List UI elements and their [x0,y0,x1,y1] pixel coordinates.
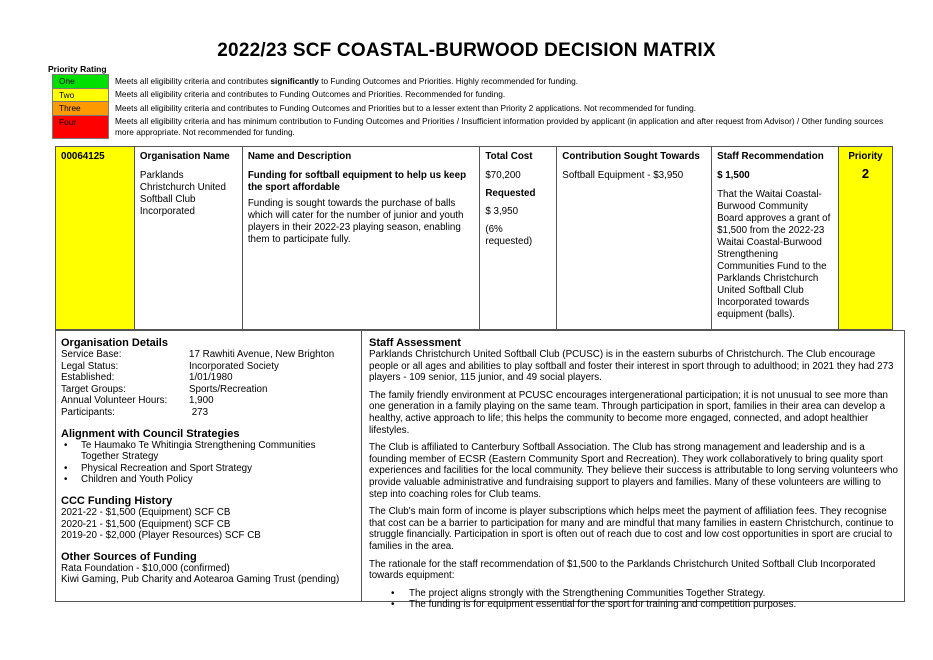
application-id-cell [56,147,135,330]
alignment-list [61,440,356,486]
priority-row-four [53,115,890,138]
assessment-paragraph: The Club is affiliated to Canterbury Softball Association. The Club has strong management and leadership and is a founding member of ECSR (Eastern Community Sport and Recreation). They work collaboratively to bring quality sport experiences and facilities for the local community. They believe their success is attributable to long serving volunteers who provide valuable administrative and fundraising support to players and families. Many of these volunteers are willing to step into coaching roles for Club teams. [369,442,898,500]
list-item: 2021-22 - $1,500 (Equipment) SCF CB [61,506,231,518]
alignment-heading: Alignment with Council Strategies [61,427,240,440]
total-cost-header: Total Cost [485,151,533,162]
assessment-paragraph: The rationale for the staff recommendation of $1,500 to the Parklands Christchurch United Softball Club Incorporated towards equipment: [369,558,876,582]
staff-recommendation-header: Staff Recommendation [717,151,824,162]
detail-row: Service Base: 17 Rawhiti Avenue, New Brighton [61,349,335,360]
list-item: Kiwi Gaming, Pub Charity and Aotearoa Gaming Trust (pending) [61,574,340,586]
priority-row-three [53,102,890,116]
detail-row: Legal Status: Incorporated Society [61,360,279,372]
priority-desc-four: Meets all eligibility criteria and has minimum contribution to Funding Outcomes and Priorities / Insufficient information provided by applicant (in application and after request from Advisor) / Other funding sources more appropriate. Not recommended for funding. [115,116,884,137]
priority-desc-three: Meets all eligibility criteria and contributes to Funding Outcomes and Priorities but to a lesser extent than Priority 2 applications. Not recommended for funding. [115,102,697,113]
contribution-header: Contribution Sought Towards [562,151,700,162]
contribution-value: Softball Equipment - $3,950 [562,170,684,181]
organisation-cell [134,147,242,330]
project-name: Funding for softball equipment to help us keep the sport affordable [247,170,467,193]
organisation-name: Parklands Christchurch United Softball Club Incorporated [139,170,226,217]
priority-row-one [53,75,890,89]
assessment-paragraph: The Club's main form of income is player subscriptions which helps meet the payment of affiliation fees. They recognise that cost can be a barrier to participation for many and are mindful that many families in eastern Christchurch, continue to struggle financially. Participation in sport is often out of reach due to cost and low cost opportunities in sport are crucial to families in the area. [369,506,894,552]
details-panel [55,330,905,611]
rationale-list [369,588,898,611]
priority-row-two [53,88,890,102]
total-cost: $70,200 [485,170,521,181]
priority-cell [838,147,892,330]
requested-percentage: (6% requested) [485,224,533,247]
assessment-paragraph: Parklands Christchurch United Softball Club (PCUSC) is in the eastern suburbs of Christchurch. The Club encourage people or all ages and abilities to play softball and foster their interest in sport through to adulthood; in 2021 they had 273 players - 109 senior, 115 junior, and 49 social players. [369,349,894,384]
organisation-details-heading: Organisation Details [61,337,168,349]
detail-row: Target Groups: Sports/Recreation [61,383,268,395]
name-description-header: Name and Description [247,151,352,162]
detail-row: Participants: 273 [61,406,209,418]
other-funding-heading: Other Sources of Funding [61,550,197,563]
list-item: • The project aligns strongly with the Strengthening Communities Together Strategy. [409,588,898,600]
priority-desc-one: Meets all eligibility criteria and contributes significantly to Funding Outcomes and Priorities. Highly recommended for funding. [115,75,579,86]
page-title: 2022/23 SCF COASTAL-BURWOOD DECISION MATRIX [217,40,716,61]
priority-value: 2 [861,166,870,181]
priority-rating-table [52,74,890,139]
detail-row: Annual Volunteer Hours: 1,900 [61,395,214,407]
priority-swatch-three: Three [53,102,109,116]
funding-history-heading: CCC Funding History [61,494,173,507]
list-item: Rata Foundation - $10,000 (confirmed) [61,562,230,574]
list-item: • The funding is for equipment essential for the sport for training and competition purposes. [409,599,898,611]
list-item: 2020-21 - $1,500 (Equipment) SCF CB [61,518,231,530]
contribution-cell [557,147,712,330]
organisation-header: Organisation Name [139,151,230,162]
priority-swatch-one: One [53,75,109,89]
priority-rating-heading: Priority Rating [48,64,107,74]
staff-recommendation-cell [712,147,839,330]
staff-assessment-heading: Staff Assessment [369,337,461,349]
list-item: • Te Haumako Te Whitingia Strengthening Communities Together Strategy [81,440,356,463]
assessment-paragraph: The family friendly environment at PCUSC encourages intergenerational participation; it is not unusual to see more than one generation in a family playing on the same team. Through participation in sport, families in their area can develop a healthy, active approach to life; this helps the community to become more engaged, connected, and adopt healthier lifestyles. [369,389,888,436]
list-item: 2019-20 - $2,000 (Player Resources) SCF CB [61,530,261,542]
staff-recommendation-text: That the Waitai Coastal-Burwood Community Board approves a grant of $1,500 from the 2022-23 Waitai Coastal-Burwood Strengthening Communities Fund to the Parklands Christchurch United Softball Club Incorporated towards equipment (balls). [717,189,831,320]
priority-desc-two: Meets all eligibility criteria and contributes to Funding Outcomes and Priorities. Recommended for funding. [115,89,506,99]
priority-swatch-two: Two [53,88,109,102]
name-description-cell [242,147,480,330]
list-item: • Physical Recreation and Sport Strategy [81,463,356,475]
application-id: 00064125 [61,151,105,162]
requested-amount: $ 3,950 [485,206,519,217]
details-left-column [56,331,362,601]
cost-cell [480,147,557,330]
staff-recommendation-amount: $ 1,500 [717,170,750,181]
priority-header: Priority [848,151,883,162]
priority-swatch-four: Four [53,115,109,138]
application-table [55,146,893,330]
detail-row: Established: 1/01/1980 [61,372,233,384]
project-description: Funding is sought towards the purchase of balls which will cater for the number of junior and youth players in their 2022-23 playing season, enabling them to participate fully. [247,198,464,245]
staff-assessment-column [363,331,904,611]
list-item: • Children and Youth Policy [81,474,356,486]
requested-header: Requested [485,188,536,199]
